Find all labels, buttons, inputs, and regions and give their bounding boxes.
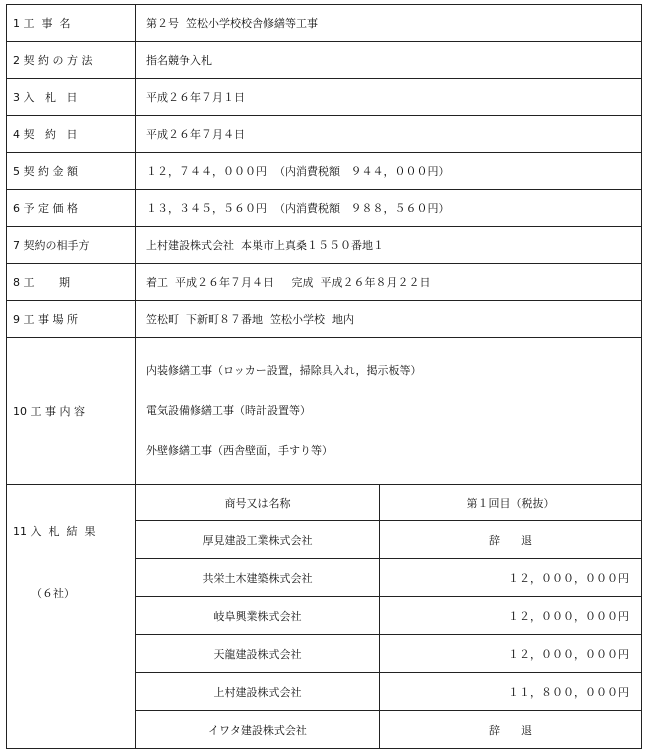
row-contract-method — [7, 42, 642, 79]
bid-header-row — [136, 485, 641, 521]
row-estimated-price — [7, 190, 642, 227]
row-label: 7 契約の相手方 — [7, 227, 136, 264]
bid-company: 天龍建設株式会社 — [136, 635, 380, 673]
row-label: 6 予 定 価 格 — [7, 190, 136, 227]
row-label: 8 工 期 — [7, 264, 136, 301]
row-contract-date — [7, 116, 642, 153]
row-bid-date — [7, 79, 642, 116]
row-label: 2 契 約 の 方 法 — [7, 42, 136, 79]
bid-amount: １２，０００，０００円 — [380, 597, 642, 635]
row-value: 上村建設株式会社 本巣市上真桑１５５０番地１ — [136, 227, 642, 264]
bid-row — [136, 673, 641, 711]
bid-company: 上村建設株式会社 — [136, 673, 380, 711]
row-label: 3 入 札 日 — [7, 79, 136, 116]
bid-amount: １２，０００，０００円 — [380, 559, 642, 597]
bid-row — [136, 711, 641, 749]
row-value: 着工 平成２６年７月４日 完成 平成２６年８月２２日 — [136, 264, 642, 301]
row-construction-site — [7, 301, 642, 338]
bid-company: イワタ建設株式会社 — [136, 711, 380, 749]
bid-count: （６社） — [31, 587, 75, 600]
row-label: 11 入 札 結 果 — [13, 525, 96, 538]
bid-amount: １１，８００，０００円 — [380, 673, 642, 711]
row-value: 指名競争入札 — [136, 42, 642, 79]
row-label: 10 工 事 内 容 — [7, 338, 136, 485]
content-line: 電気設備修繕工事（時計設置等） — [146, 404, 311, 417]
bid-company: 厚見建設工業株式会社 — [136, 521, 380, 559]
row-label: 9 工 事 場 所 — [7, 301, 136, 338]
bid-amount: 辞 退 — [489, 723, 532, 737]
bid-amount: １２，０００，０００円 — [380, 635, 642, 673]
header-first-round: 第１回目（税抜） — [380, 485, 642, 521]
row-label: 1 工 事 名 — [7, 5, 136, 42]
contract-table — [6, 4, 642, 749]
row-contract-amount — [7, 153, 642, 190]
bid-results-cell — [136, 485, 642, 749]
bid-row — [136, 521, 641, 559]
row-value: １３，３４５，５６０円 （内消費税額 ９８８，５６０円） — [136, 190, 642, 227]
row-label: 4 契 約 日 — [7, 116, 136, 153]
bid-results-label-cell — [7, 485, 136, 749]
row-value: 平成２６年７月４日 — [136, 116, 642, 153]
row-label: 5 契 約 金 額 — [7, 153, 136, 190]
row-construction-period — [7, 264, 642, 301]
bid-results-table — [136, 485, 641, 748]
bid-company: 共栄土木建築株式会社 — [136, 559, 380, 597]
content-lines — [136, 338, 642, 485]
row-project-name — [7, 5, 642, 42]
header-company-name: 商号又は名称 — [136, 485, 380, 521]
content-line: 外壁修繕工事（西舎壁面，手すり等） — [146, 444, 333, 457]
bid-row — [136, 559, 641, 597]
row-bid-results — [7, 485, 642, 749]
bid-amount: 辞 退 — [380, 521, 642, 559]
bid-company: 岐阜興業株式会社 — [136, 597, 380, 635]
contract-record-sheet — [6, 4, 642, 749]
row-contractor — [7, 227, 642, 264]
bid-row — [136, 597, 641, 635]
row-value: 第２号 笠松小学校校舎修繕等工事 — [136, 5, 642, 42]
row-value: １２，７４４，０００円 （内消費税額 ９４４，０００円） — [136, 153, 642, 190]
content-line: 内装修繕工事（ロッカー設置，掃除具入れ，掲示板等） — [146, 364, 422, 377]
row-construction-content — [7, 338, 642, 485]
row-value: 笠松町 下新町８７番地 笠松小学校 地内 — [136, 301, 642, 338]
bid-row — [136, 635, 641, 673]
row-value: 平成２６年７月１日 — [136, 79, 642, 116]
